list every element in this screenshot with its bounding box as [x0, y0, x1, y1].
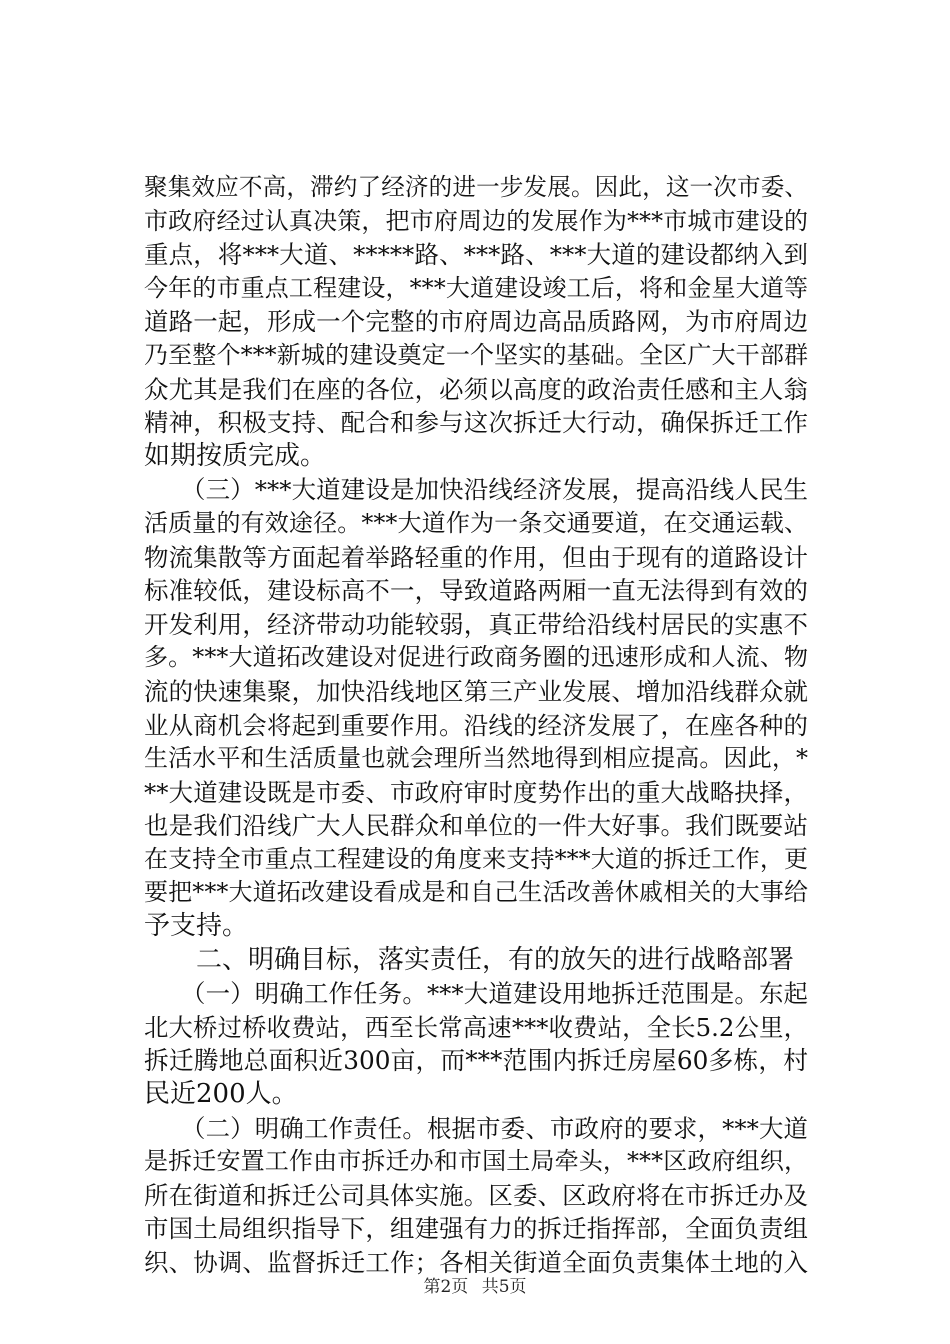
- text-line: 业从商机会将起到重要作用。沿线的经济发展了，在座各种的: [144, 710, 808, 740]
- text-line: 乃至整个***新城的建设奠定一个坚实的基础。全区广大干部群: [144, 340, 808, 369]
- text-line: 活质量的有效途径。***大道作为一条交通要道，在交通运载、: [144, 508, 808, 537]
- text-line: （三）***大道建设是加快沿线经济发展，提高沿线人民生: [144, 475, 808, 505]
- text-line: 开发利用，经济带动功能较弱，真正带给沿线村居民的实惠不: [144, 609, 808, 639]
- body-text: [144, 171, 808, 1280]
- text-line: 市政府经过认真决策，把市府周边的发展作为***市城市建设的: [144, 206, 808, 235]
- page-footer: [0, 1272, 950, 1297]
- text-line: 要把***大道拓改建设看成是和自己生活改善休戚相关的大事给: [144, 878, 808, 907]
- text-line: 也是我们沿线广大人民群众和单位的一件大好事。我们既要站: [144, 811, 808, 841]
- text-line: 所在街道和拆迁公司具体实施。区委、区政府将在市拆迁办及: [144, 1180, 808, 1210]
- text-line: 是拆迁安置工作由市拆迁办和市国土局牵头，***区政府组织，: [144, 1147, 808, 1176]
- page-total: 共5页: [481, 1277, 527, 1297]
- text-line: （二）明确工作责任。根据市委、市政府的要求，***大道: [144, 1113, 808, 1143]
- text-line: 多。***大道拓改建设对促进行政商务圈的迅速形成和人流、物: [144, 643, 808, 672]
- text-line: **大道建设既是市委、市政府审时度势作出的重大战略抉择，: [144, 777, 808, 807]
- text-line: 生活水平和生活质量也就会理所当然地得到相应提高。因此，*: [144, 744, 808, 773]
- text-line: 精神，积极支持、配合和参与这次拆迁大行动，确保拆迁工作: [144, 408, 808, 438]
- text-line: 北大桥过桥收费站，西至长常高速***收费站，全长5.2公里，: [144, 1012, 808, 1042]
- text-line: 民近200人。: [144, 1079, 298, 1110]
- text-line: 道路一起，形成一个完整的市府周边高品质路网，为市府周边: [144, 307, 808, 337]
- text-line: 聚集效应不高，滞约了经济的进一步发展。因此，这一次市委、: [144, 173, 808, 201]
- text-line: 织、协调、监督拆迁工作；各相关街道全面负责集体土地的入: [144, 1248, 808, 1277]
- text-line: 重点，将***大道、*****路、***路、***大道的建设都纳入到: [144, 240, 808, 270]
- text-line: 拆迁腾地总面积近300亩，而***范围内拆迁房屋60多栋，村: [144, 1046, 808, 1076]
- text-line: （一）明确工作任务。***大道建设用地拆迁范围是。东起: [144, 979, 808, 1009]
- text-line: 众尤其是我们在座的各位，必须以高度的政治责任感和主人翁: [144, 374, 808, 404]
- text-line: 流的快速集聚，加快沿线地区第三产业发展、增加沿线群众就: [144, 676, 808, 706]
- text-line: 物流集散等方面起着举路轻重的作用，但由于现有的道路设计: [144, 542, 808, 572]
- text-line: 在支持全市重点工程建设的角度来支持***大道的拆迁工作，更: [144, 844, 808, 873]
- text-line: 标准较低，建设标高不一，导致道路两厢一直无法得到有效的: [144, 576, 808, 606]
- text-line: 如期按质完成。: [144, 440, 327, 471]
- page-number: 第2页: [423, 1277, 469, 1297]
- text-line: 今年的市重点工程建设，***大道建设竣工后，将和金星大道等: [144, 273, 808, 302]
- text-line: 予支持。: [144, 911, 249, 942]
- text-line: 市国土局组织指导下，组建强有力的拆迁指挥部，全面负责组: [144, 1214, 808, 1244]
- section-heading: 二、明确目标，落实责任，有的放矢的进行战略部署: [144, 944, 795, 975]
